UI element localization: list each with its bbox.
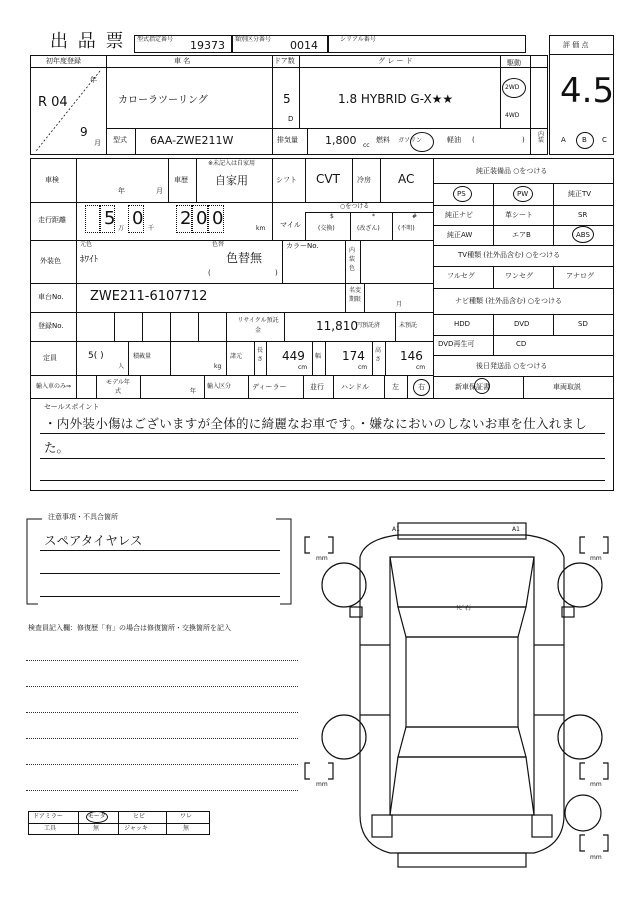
form-title: 出 品 票: [50, 31, 126, 52]
handle-left[interactable]: 左: [392, 383, 399, 391]
model-type: 6AA-ZWE211W: [150, 134, 234, 147]
name-change-label: 名変期限: [349, 287, 362, 303]
mileage-digit-3: 2: [180, 208, 192, 229]
shift-value: CVT: [316, 172, 340, 186]
tv-label: TV種類 (社外品含む) ○をつける: [458, 251, 561, 259]
doors-label: ドア数: [274, 57, 295, 65]
diagram-mark-a1-left: A1: [392, 526, 400, 533]
mileage-check-note: ○をつける: [340, 203, 370, 210]
later-label: 後日発送品 ○をつける: [476, 362, 548, 370]
ac-label: 冷房: [357, 176, 371, 184]
grade-value: 1.8 HYBRID G-X★★: [338, 92, 454, 106]
drive-2wd-circle: [502, 78, 526, 98]
height-unit: cm: [416, 364, 426, 371]
navi-hdd[interactable]: HDD: [454, 320, 471, 328]
doors-value: 5: [283, 92, 291, 106]
history-label: 車歴: [174, 176, 188, 184]
footer-jack-val: 無: [183, 825, 190, 832]
model-no-value: 19373: [190, 39, 225, 52]
diagram-windshield-note: ﾄﾋﾞ石: [456, 605, 472, 612]
score-value: 4.5: [560, 71, 615, 111]
color-no-label: カラーNo.: [286, 242, 319, 250]
equip-genuine-tv[interactable]: 純正TV: [568, 190, 592, 198]
import-parallel[interactable]: 並行: [310, 383, 324, 391]
footer-door-mirror: ドアミラー: [33, 813, 63, 820]
footer-tools: 工具: [44, 825, 57, 832]
footer-mote: モータ: [88, 813, 106, 820]
class-no-value: 0014: [290, 39, 318, 52]
caution-text: スペアタイヤレス: [44, 533, 143, 548]
genuine-label: 純正装備品 ○をつける: [476, 167, 548, 175]
mileage-sen: 千: [148, 225, 155, 232]
recycle-none: 未預託: [399, 322, 418, 329]
car-name-label: 車 名: [174, 57, 191, 65]
caution-brackets: [24, 513, 294, 608]
dims-label: 諸元: [230, 353, 243, 360]
mileage-digit-2: 0: [132, 208, 144, 229]
load-label: 積載量: [133, 353, 152, 360]
height-label: 高さ: [375, 347, 382, 363]
class-no-label: 類別区分番号: [235, 36, 272, 43]
sales-label: セールスポイント: [44, 403, 100, 411]
repaint-paren-open: (: [208, 269, 211, 277]
repaint-label: 色替: [212, 241, 225, 248]
capacity-label: 定員: [43, 354, 57, 362]
handle-right-circle: [413, 379, 430, 396]
diagram-mm-5: mm: [590, 854, 602, 861]
grade-label: グ レ ー ド: [378, 57, 413, 65]
length-value: 449: [282, 349, 305, 363]
import-year-unit: 年: [190, 388, 197, 395]
capacity-value: 5( ): [88, 351, 104, 361]
model-type-label: 型式: [113, 136, 127, 144]
tv-one-seg[interactable]: ワンセグ: [505, 272, 533, 280]
navi-sd[interactable]: SD: [578, 320, 588, 328]
mileage-dollar-sub: (交換): [318, 225, 335, 232]
footer-jack: ジャッキ: [124, 825, 148, 832]
width-value: 174: [342, 349, 365, 363]
length-unit: cm: [298, 364, 308, 371]
recycle-label: リサイクル預託金: [237, 317, 279, 334]
interior-label: 内装: [538, 131, 545, 144]
import-type-label: 輸入区分: [207, 383, 232, 390]
diagram-mm-1: mm: [316, 555, 328, 562]
height-value: 146: [400, 349, 423, 363]
caution-label: 注意事項・不具合箇所: [48, 513, 118, 521]
mileage-hash: #: [412, 213, 418, 220]
sales-line-1: ・内外装小傷はございますが全体的に綺麗なお車です。・嫌なにおいのしないお車を仕入れまし: [44, 416, 588, 431]
displacement: 1,800: [325, 134, 357, 147]
ac-value: AC: [398, 172, 415, 186]
repaint-value: 色替無: [226, 251, 263, 265]
import-label: 輸入車のみ⇒: [36, 383, 72, 390]
door-type: D: [288, 115, 294, 123]
original-color-label: 元色: [80, 241, 93, 248]
sales-line-2: た。: [44, 440, 70, 455]
length-label: 長さ: [257, 347, 264, 363]
car-diagram: [300, 515, 640, 885]
handle-label: ハンドル: [341, 383, 369, 391]
footer-tools-val: 無: [93, 825, 100, 832]
repaint-paren-close: ): [275, 269, 278, 277]
mileage-digit-1: 5: [104, 208, 116, 229]
equip-pw[interactable]: PW: [517, 190, 529, 198]
equip-genuine-navi[interactable]: 純正ナビ: [445, 211, 473, 219]
fuel-paren-open: (: [472, 136, 475, 144]
later-warranty[interactable]: 新車保証書: [455, 383, 490, 391]
diagram-mark-a1-right: A1: [512, 526, 520, 533]
shift-label: シフト: [276, 176, 297, 184]
first-reg-month-unit: 月: [94, 139, 101, 147]
navi-label: ナビ種類 (社外品含む) ○をつける: [455, 297, 563, 305]
first-reg-month: 9: [80, 125, 88, 139]
fuel-gasoline-circle: [410, 132, 434, 152]
drive-4wd[interactable]: 4WD: [505, 112, 520, 119]
fuel-label: 燃料: [376, 136, 390, 144]
import-dealer[interactable]: ディーラー: [252, 383, 287, 391]
fuel-paren-close: ): [522, 136, 525, 144]
navi-dvd[interactable]: DVD: [514, 320, 530, 328]
model-no-label: 型式指定番号: [137, 36, 174, 43]
mileage-label: 走行距離: [38, 216, 66, 224]
inspector-label: 検査員記入欄：修復歴「有」の場合は修復箇所・交換箇所を記入: [28, 624, 231, 632]
footer-hibi: ヒビ: [133, 813, 146, 820]
serial-label: シリアル番号: [340, 36, 376, 43]
first-reg-year: R 04: [38, 95, 68, 110]
drive-label: 駆動: [507, 59, 521, 67]
later-manual[interactable]: 車両取説: [553, 383, 581, 391]
mileage-man: 万: [118, 225, 125, 232]
footer-ware: ワレ: [180, 813, 193, 820]
interior-c[interactable]: C: [602, 136, 607, 144]
navi-cd[interactable]: CD: [516, 340, 527, 348]
displacement-label: 排気量: [277, 136, 298, 144]
interior-b-circle: [576, 132, 594, 149]
mileage-star: *: [372, 213, 375, 220]
color-label: 外装色: [40, 257, 61, 265]
diagram-mm-4: mm: [590, 781, 602, 788]
diagram-mm-2: mm: [590, 555, 602, 562]
handle-right[interactable]: 右: [418, 383, 425, 391]
interior-b[interactable]: B: [582, 136, 587, 144]
score-label: 評 価 点: [563, 41, 589, 49]
tv-full-seg[interactable]: フルセグ: [447, 272, 475, 280]
history-note: ※未記入は自家用: [208, 160, 256, 167]
model-year-label: モデル年式: [106, 379, 130, 395]
inspection-month-unit: 月: [156, 187, 163, 195]
load-kg: kg: [214, 363, 222, 370]
equip-sr[interactable]: SR: [578, 211, 588, 219]
chassis-label: 車台No.: [38, 293, 64, 301]
interior-color-label: 内装色: [349, 247, 356, 272]
name-change-month: 月: [396, 301, 403, 308]
capacity-unit: 人: [118, 363, 125, 370]
width-unit: cm: [358, 364, 368, 371]
mileage-dollar: $: [330, 213, 334, 220]
mileage-digit-5: 0: [212, 208, 224, 229]
recycle-value: 11,810: [316, 319, 358, 333]
inspection-label: 車検: [45, 176, 59, 184]
drive-2wd[interactable]: 2WD: [505, 84, 520, 91]
equip-ps[interactable]: PS: [457, 190, 466, 198]
navi-dvd-play[interactable]: DVD再生可: [438, 340, 475, 348]
displacement-unit: cc: [363, 142, 370, 149]
original-color: ﾎﾜｲﾄ: [80, 255, 99, 265]
chassis-value: ZWE211-6107712: [90, 289, 208, 304]
mileage-digit-4: 0: [196, 208, 208, 229]
equip-leather[interactable]: 革シート: [505, 211, 533, 219]
history-value: 自家用: [215, 174, 248, 187]
inspection-year-unit: 年: [118, 187, 125, 195]
interior-a[interactable]: A: [561, 136, 566, 144]
fuel-light-oil[interactable]: 軽油: [447, 136, 461, 144]
mileage-hash-sub: (不明): [398, 225, 415, 232]
diagram-mm-3: mm: [316, 781, 328, 788]
tv-analog[interactable]: アナログ: [566, 272, 594, 280]
recycle-unit: 円預託済: [356, 322, 381, 329]
equip-genuine-aw[interactable]: 純正AW: [447, 231, 473, 239]
car-name: カローラツーリング: [118, 95, 208, 106]
reg-no-label: 登録No.: [38, 322, 64, 330]
mileage-star-sub: (改ざん): [357, 225, 380, 232]
fuel-gasoline[interactable]: ガソリン: [398, 137, 423, 144]
equip-airbag[interactable]: エアB: [512, 231, 531, 239]
width-label: 幅: [315, 353, 322, 360]
equip-abs[interactable]: ABS: [576, 231, 590, 239]
first-reg-label: 初年度登録: [46, 57, 81, 65]
mileage-mile: マイル: [280, 221, 301, 229]
first-reg-year-unit: 年: [90, 76, 97, 84]
mileage-km: km: [256, 225, 266, 232]
